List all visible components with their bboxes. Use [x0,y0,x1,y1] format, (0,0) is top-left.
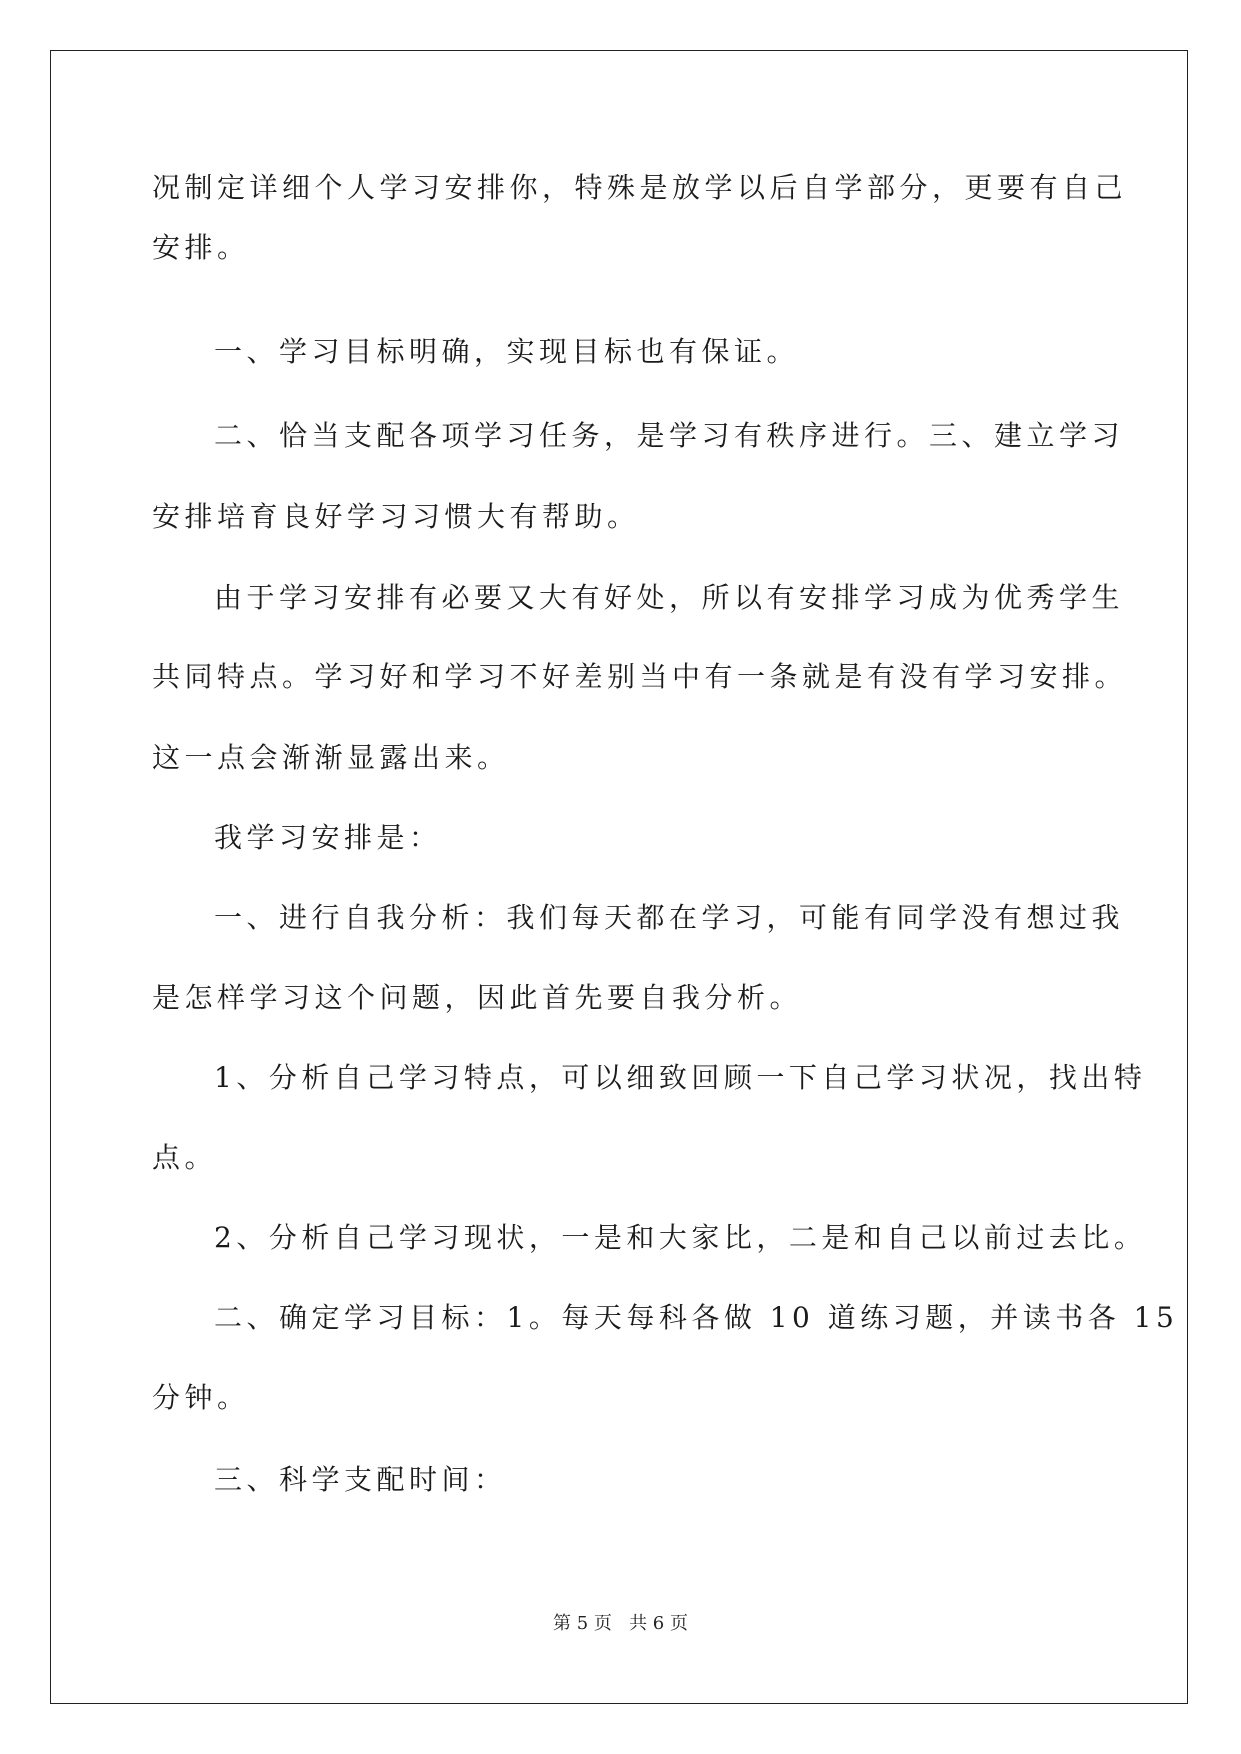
text-line: 分钟。 [152,1381,250,1414]
text-line: 是怎样学习这个问题，因此首先要自我分析。 [152,981,803,1014]
text-line: 我学习安排是： [214,821,442,854]
page-border [50,50,1188,1704]
text-line: 况制定详细个人学习安排你，特殊是放学以后自学部分，更要有自己 [152,171,1128,204]
text-line: 一、进行自我分析：我们每天都在学习，可能有同学没有想过我 [214,901,1125,934]
text-line: 二、确定学习目标：1。每天每科各做 10 道练习题，并读书各 15 [214,1301,1179,1334]
text-line: 安排培育良好学习习惯大有帮助。 [152,500,640,533]
page-number: 第 5 页 共 6 页 [553,1613,688,1634]
text-line: 一、学习目标明确，实现目标也有保证。 [214,335,800,368]
text-line: 点。 [152,1141,218,1174]
text-line: 共同特点。学习好和学习不好差别当中有一条就是有没有学习安排。 [152,660,1128,693]
text-line: 2、分析自己学习现状，一是和大家比，二是和自己以前过去比。 [214,1221,1147,1254]
text-line: 三、科学支配时间： [214,1463,507,1496]
text-line: 这一点会渐渐显露出来。 [152,741,510,774]
text-line: 由于学习安排有必要又大有好处，所以有安排学习成为优秀学生 [214,581,1125,614]
text-line: 1、分析自己学习特点，可以细致回顾一下自己学习状况，找出特 [214,1061,1147,1094]
text-line: 安排。 [152,231,250,264]
text-line: 二、恰当支配各项学习任务，是学习有秩序进行。三、建立学习 [214,419,1125,452]
